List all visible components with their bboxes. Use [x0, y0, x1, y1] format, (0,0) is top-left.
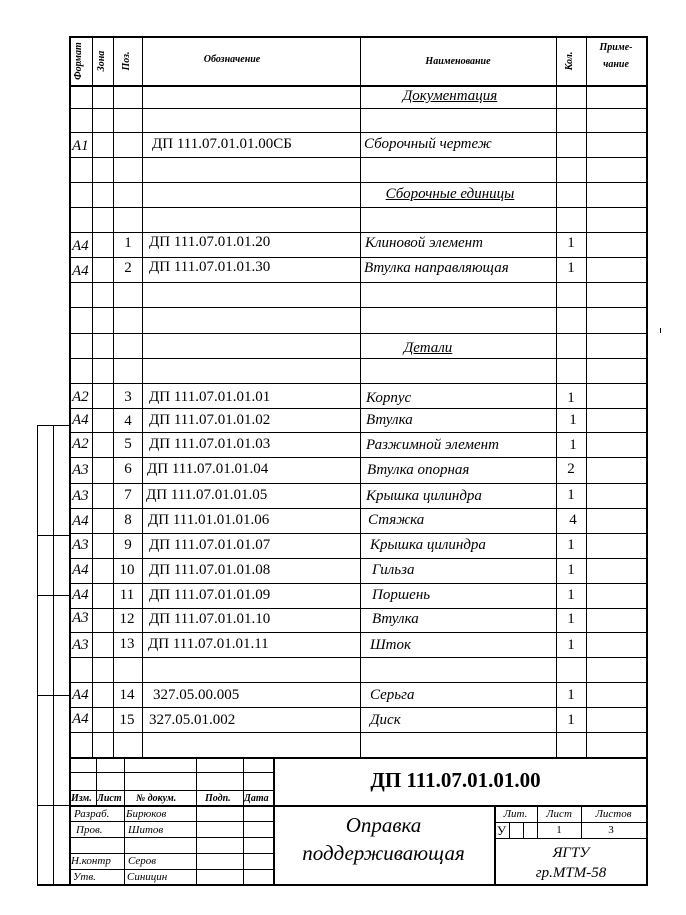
row-pos: 6	[124, 461, 132, 477]
row-line	[69, 157, 648, 158]
row-line	[69, 232, 648, 233]
row-format: А1	[72, 138, 89, 154]
margin-line	[37, 805, 70, 806]
margin-line	[37, 535, 70, 536]
row-format: А4	[72, 513, 89, 529]
row-pos: 1	[124, 235, 132, 251]
row-format: А4	[72, 412, 89, 428]
frame-bottom	[37, 884, 648, 886]
row-designation: 327.05.01.002	[149, 712, 236, 728]
row-qty: 1	[567, 260, 575, 276]
title-block-top	[69, 757, 648, 759]
tb-norm: Серов	[128, 855, 157, 867]
row-line	[69, 282, 648, 283]
row-qty: 1	[567, 712, 575, 728]
tb-col-sign: Подп.	[205, 793, 231, 804]
row-name: Разжимной элемент	[366, 437, 499, 453]
row-designation: ДП 111.01.01.01.06	[148, 512, 270, 528]
tb-checker: Шитов	[128, 824, 164, 836]
row-pos: 8	[124, 512, 132, 528]
row-line	[69, 108, 648, 109]
header-pos: Поз.	[121, 51, 132, 71]
col-line-designation	[142, 36, 143, 758]
row-qty: 1	[569, 412, 577, 428]
row-qty: 1	[567, 390, 575, 406]
row-line	[69, 558, 648, 559]
row-line	[69, 533, 648, 534]
tb-col-date: Дата	[244, 793, 269, 804]
row-designation: 327.05.00.005	[153, 687, 240, 703]
row-line	[69, 632, 648, 633]
frame-top	[69, 36, 648, 38]
row-designation: ДП 111.07.01.01.00СБ	[152, 136, 292, 152]
row-name: Втулка	[372, 611, 419, 627]
margin-line	[37, 695, 70, 696]
row-format: А4	[72, 263, 89, 279]
row-format: А3	[72, 610, 89, 626]
row-name: Втулка опорная	[367, 462, 470, 478]
tb-org-line2: гр.МТМ-58	[535, 865, 607, 881]
row-pos: 5	[124, 436, 132, 452]
tb-checker-label: Пров.	[76, 824, 103, 836]
tb-sheet-value: 1	[556, 824, 562, 836]
row-designation: ДП 111.07.01.01.11	[148, 636, 269, 652]
row-qty: 1	[567, 637, 575, 653]
row-pos: 12	[119, 611, 135, 627]
row-qty: 1	[567, 587, 575, 603]
row-qty: 4	[569, 512, 577, 528]
row-name: Корпус	[366, 390, 412, 406]
row-line	[69, 508, 648, 509]
row-format: А3	[72, 537, 89, 553]
section-docs: Документация	[402, 88, 498, 104]
header-bottom-line	[69, 85, 648, 87]
row-name: Поршень	[372, 587, 431, 603]
row-format: А4	[72, 238, 89, 254]
tb-sheet-label: Лист	[546, 808, 572, 820]
row-name: Крышка цилиндра	[366, 488, 482, 504]
row-designation: ДП 111.07.01.01.01	[149, 389, 271, 405]
row-line	[69, 408, 648, 409]
row-designation: ДП 111.07.01.01.07	[149, 537, 271, 553]
row-qty: 1	[567, 487, 575, 503]
row-line	[69, 257, 648, 258]
row-line	[69, 207, 648, 208]
row-name: Сборочный чертеж	[364, 136, 492, 152]
row-format: А3	[72, 462, 89, 478]
header-format: Формат	[73, 42, 84, 80]
row-qty: 1	[567, 537, 575, 553]
tb-line	[494, 838, 648, 839]
row-line	[69, 333, 648, 334]
tb-org-line1: ЯГТУ	[552, 845, 590, 861]
row-designation: ДП 111.07.01.01.03	[149, 436, 271, 452]
row-line	[69, 483, 648, 484]
row-qty: 1	[569, 437, 577, 453]
row-pos: 15	[119, 712, 135, 728]
row-designation: ДП 111.07.01.01.30	[149, 259, 271, 275]
row-line	[69, 182, 648, 183]
tb-lit-label: Лит.	[503, 808, 528, 820]
col-line-zone	[92, 36, 93, 758]
margin-line	[37, 595, 70, 596]
tb-right-line	[273, 805, 648, 807]
row-line	[69, 732, 648, 733]
row-pos: 9	[124, 537, 132, 553]
row-qty: 1	[567, 562, 575, 578]
row-name: Втулка направляющая	[364, 260, 509, 276]
row-qty: 2	[567, 461, 575, 477]
row-line	[69, 383, 648, 384]
row-line	[69, 707, 648, 708]
row-line	[69, 432, 648, 433]
row-qty: 1	[567, 235, 575, 251]
row-name: Диск	[370, 712, 401, 728]
row-format: А2	[72, 389, 89, 405]
tb-norm-label: Н.контр	[71, 855, 111, 867]
row-designation: ДП 111.07.01.01.20	[149, 234, 271, 250]
tb-col-doc: № докум.	[136, 793, 177, 804]
row-line	[69, 583, 648, 584]
doc-number: ДП 111.07.01.01.00	[370, 768, 541, 792]
edge-mark	[660, 328, 661, 333]
row-pos: 13	[119, 636, 135, 652]
tb-vline	[196, 757, 197, 885]
tb-sheets-label: Листов	[595, 808, 632, 820]
row-name: Гильза	[372, 562, 415, 578]
row-format: А3	[72, 637, 89, 653]
row-qty: 1	[567, 687, 575, 703]
row-format: А4	[72, 687, 89, 703]
row-format: А4	[72, 587, 89, 603]
row-format: А2	[72, 436, 89, 452]
margin-strip-inner	[53, 425, 54, 885]
row-pos: 14	[119, 687, 135, 703]
row-pos: 11	[119, 587, 135, 603]
row-name: Втулка	[366, 412, 413, 428]
row-line	[69, 132, 648, 133]
section-parts: Детали	[403, 340, 453, 356]
header-note-line2: чание	[603, 59, 629, 70]
header-designation: Обозначение	[203, 54, 261, 65]
row-designation: ДП 111.07.01.01.08	[149, 562, 271, 578]
tb-sheets-value: 3	[608, 824, 614, 836]
row-pos: 4	[124, 413, 132, 429]
title-line1: Оправка	[345, 813, 422, 837]
margin-line	[37, 425, 70, 426]
row-line	[69, 457, 648, 458]
row-line	[69, 307, 648, 308]
row-pos: 3	[124, 389, 132, 405]
col-line-note	[586, 36, 587, 758]
row-designation: ДП 111.07.01.01.05	[146, 487, 268, 503]
tb-developer: Бирюков	[126, 808, 167, 820]
row-line	[69, 682, 648, 683]
tb-col-sheet: Лист	[97, 793, 122, 804]
tb-vline	[523, 822, 524, 838]
margin-strip-outer	[37, 425, 38, 885]
row-qty: 1	[567, 611, 575, 627]
header-name: Наименование	[425, 56, 491, 67]
row-name: Шток	[370, 637, 411, 653]
row-pos: 10	[119, 562, 135, 578]
tb-vline	[124, 757, 125, 885]
tb-vline	[509, 822, 510, 838]
row-designation: ДП 111.07.01.01.02	[149, 412, 271, 428]
row-format: А4	[72, 562, 89, 578]
tb-vline	[243, 757, 244, 885]
row-line	[69, 657, 648, 658]
tb-approve-label: Утв.	[73, 871, 96, 883]
row-format: А3	[72, 488, 89, 504]
col-line-name	[360, 36, 361, 758]
header-zone: Зона	[96, 50, 107, 72]
header-note-line1: Приме-	[599, 42, 633, 53]
row-name: Крышка цилиндра	[370, 537, 486, 553]
header-qty: Кол.	[564, 51, 575, 71]
tb-line	[494, 822, 648, 823]
row-name: Клиновой элемент	[365, 235, 483, 251]
tb-developer-label: Разраб.	[74, 808, 110, 820]
row-format: А4	[72, 711, 89, 727]
tb-col-change: Изм.	[71, 793, 92, 804]
row-name: Серьга	[370, 687, 415, 703]
row-pos: 2	[124, 260, 132, 276]
tb-lit-value: У	[496, 823, 507, 838]
row-designation: ДП 111.07.01.01.10	[149, 611, 271, 627]
row-designation: ДП 111.07.01.01.04	[147, 461, 269, 477]
row-line	[69, 358, 648, 359]
row-pos: 7	[124, 487, 132, 503]
row-line	[69, 608, 648, 609]
title-line2: поддерживающая	[302, 841, 465, 865]
tb-approver: Синицин	[127, 871, 168, 883]
row-name: Стяжка	[368, 512, 425, 528]
section-assemblies: Сборочные единицы	[385, 186, 515, 202]
row-designation: ДП 111.07.01.01.09	[149, 587, 271, 603]
